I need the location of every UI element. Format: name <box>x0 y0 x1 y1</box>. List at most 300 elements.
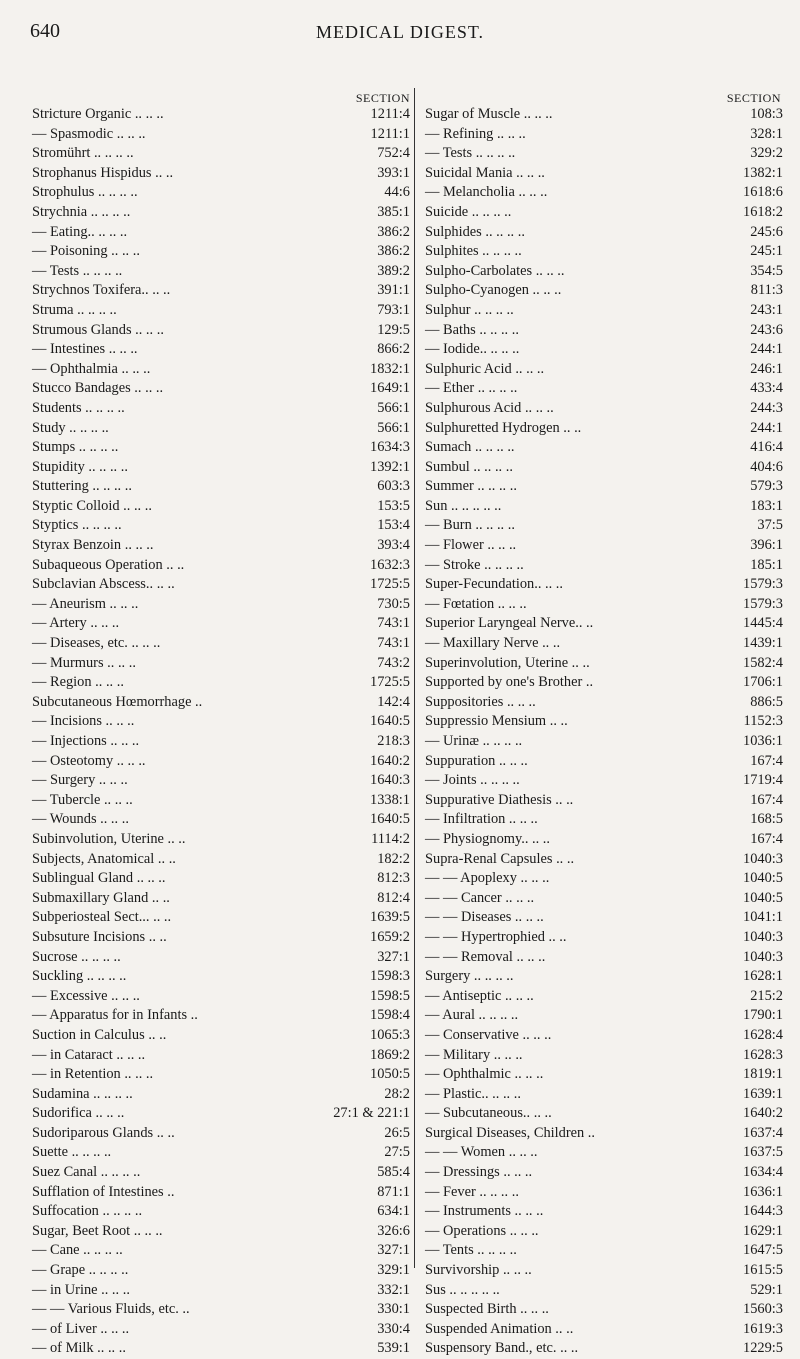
index-term: — Baths .. .. .. .. <box>425 321 519 338</box>
section-reference: 866:2 <box>377 341 410 358</box>
index-entry <box>32 948 410 968</box>
index-term: Suckling .. .. .. .. <box>32 968 127 985</box>
index-term: — Iodide.. .. .. .. <box>425 341 520 358</box>
index-term: — Ether .. .. .. .. <box>425 380 518 397</box>
index-term: — Burn .. .. .. .. <box>425 517 515 534</box>
index-term: — Operations .. .. .. <box>425 1222 539 1239</box>
section-reference: 391:1 <box>377 282 410 299</box>
section-reference: 1229:5 <box>743 1340 783 1357</box>
index-term: — Grape .. .. .. .. <box>32 1262 129 1279</box>
index-term: Suicide .. .. .. .. <box>425 203 512 220</box>
index-entry <box>32 908 410 928</box>
section-reference: 1634:3 <box>370 439 410 456</box>
section-reference: 1382:1 <box>743 164 783 181</box>
section-reference: 1040:3 <box>743 948 783 965</box>
index-entry <box>32 693 410 713</box>
section-reference: 385:1 <box>377 203 410 220</box>
section-reference: 1040:3 <box>743 850 783 867</box>
section-reference: 153:4 <box>377 517 410 534</box>
section-reference: 1640:2 <box>743 1105 783 1122</box>
section-reference: 129:5 <box>377 321 410 338</box>
index-entry <box>425 634 783 654</box>
index-entry <box>32 399 410 419</box>
index-entry <box>425 928 783 948</box>
section-reference: 393:4 <box>377 537 410 554</box>
index-entry <box>425 889 783 909</box>
index-entry <box>32 987 410 1007</box>
index-term: Suicidal Mania .. .. .. <box>425 164 545 181</box>
index-term: — Tubercle .. .. .. <box>32 791 133 808</box>
index-entry <box>32 869 410 889</box>
section-column-heading: SECTION <box>355 91 410 105</box>
section-reference: 579:3 <box>750 478 783 495</box>
index-entry <box>425 1320 783 1340</box>
section-reference: 330:4 <box>377 1320 410 1337</box>
index-entry <box>32 1320 410 1340</box>
index-entry <box>32 1339 410 1359</box>
index-term: — Urinæ .. .. .. .. <box>425 733 523 749</box>
index-term: — Ophthalmia .. .. .. <box>32 360 151 377</box>
index-entry <box>32 791 410 811</box>
index-term: — Cane .. .. .. .. <box>32 1242 123 1259</box>
index-term: Sulphides .. .. .. .. <box>425 223 525 240</box>
index-term: — Excessive .. .. .. <box>32 987 140 1004</box>
index-entry <box>425 281 783 301</box>
section-reference: 245:1 <box>750 243 783 260</box>
index-entry <box>32 810 410 830</box>
index-term: Suette .. .. .. .. <box>32 1144 112 1161</box>
section-reference: 386:2 <box>377 243 410 260</box>
section-reference: 1629:1 <box>743 1222 783 1239</box>
index-term: Sulphuric Acid .. .. .. <box>425 360 545 377</box>
section-reference: 167:4 <box>750 752 783 769</box>
section-reference: 1725:5 <box>370 674 410 691</box>
index-entry <box>32 477 410 497</box>
index-entry <box>425 1339 783 1359</box>
section-reference: 416:4 <box>750 439 783 456</box>
index-entry <box>32 673 410 693</box>
index-entry <box>425 1006 783 1026</box>
index-term: — — Apoplexy .. .. .. <box>425 870 550 887</box>
index-term: — Ophthalmic .. .. .. <box>425 1066 544 1083</box>
index-term: — Refining .. .. .. <box>425 125 526 142</box>
index-term: Sufflation of Intestines .. <box>32 1183 175 1200</box>
index-term: — Flower .. .. .. <box>425 537 517 554</box>
index-entry <box>425 693 783 713</box>
section-reference: 142:4 <box>377 693 410 710</box>
section-reference: 1582:4 <box>743 654 783 671</box>
section-reference: 1640:5 <box>370 713 410 730</box>
section-reference: 389:2 <box>377 262 410 279</box>
section-column-heading: SECTION <box>726 91 781 105</box>
section-reference: 1560:3 <box>743 1301 783 1318</box>
index-term: — Region .. .. .. <box>32 674 124 691</box>
index-entry <box>32 536 410 556</box>
section-reference: 327:1 <box>377 948 410 965</box>
section-reference: 243:1 <box>750 301 783 318</box>
section-reference: 1211:1 <box>370 125 410 142</box>
index-entry <box>425 536 783 556</box>
section-reference: 743:2 <box>377 654 410 671</box>
section-reference: 812:3 <box>377 870 410 887</box>
index-entry <box>425 791 783 811</box>
index-term: Suspended Animation .. .. <box>425 1320 574 1337</box>
section-reference: 28:2 <box>384 1085 410 1102</box>
section-reference: 1644:3 <box>743 1203 783 1220</box>
index-entry <box>32 516 410 536</box>
index-entry <box>32 223 410 243</box>
index-entry <box>425 556 783 576</box>
index-term: Sulpho-Carbolates .. .. .. <box>425 262 565 279</box>
index-entry <box>425 850 783 870</box>
index-term: — Joints .. .. .. .. <box>425 772 520 789</box>
section-reference: 1628:1 <box>743 968 783 985</box>
index-entry <box>32 928 410 948</box>
index-entry <box>425 516 783 536</box>
section-reference: 1040:5 <box>743 870 783 887</box>
section-reference: 330:1 <box>377 1301 410 1318</box>
index-entry <box>32 1065 410 1085</box>
section-reference: 26:5 <box>384 1124 410 1141</box>
index-term: Sudamina .. .. .. .. <box>32 1085 133 1102</box>
section-reference: 27:5 <box>384 1144 410 1161</box>
index-entry <box>425 340 783 360</box>
section-reference: 566:1 <box>377 399 410 416</box>
index-entry <box>32 1183 410 1203</box>
section-reference: 354:5 <box>750 262 783 279</box>
index-term: Sulphurous Acid .. .. .. <box>425 399 554 416</box>
index-entry <box>32 1300 410 1320</box>
section-reference: 1598:5 <box>370 987 410 1004</box>
section-reference: 244:1 <box>750 419 783 436</box>
section-reference: 811:3 <box>750 282 783 299</box>
index-term: Superior Laryngeal Nerve.. .. <box>425 615 594 632</box>
index-term: — Eating.. .. .. .. <box>32 223 128 240</box>
index-term: — Wounds .. .. .. <box>32 811 129 828</box>
index-entry <box>32 1046 410 1066</box>
index-term: Suez Canal .. .. .. .. <box>32 1164 141 1181</box>
index-entry <box>32 125 410 145</box>
index-entry <box>425 1124 783 1144</box>
index-term: Sulphuretted Hydrogen .. .. <box>425 419 582 436</box>
index-entry <box>32 1104 410 1124</box>
section-reference: 393:1 <box>377 164 410 181</box>
section-reference: 329:2 <box>750 145 783 162</box>
index-entry <box>425 654 783 674</box>
index-term: — Murmurs .. .. .. <box>32 654 136 671</box>
index-entry <box>32 203 410 223</box>
index-entry <box>425 1104 783 1124</box>
page-number: 640 <box>30 20 60 42</box>
section-reference: 244:1 <box>750 341 783 358</box>
index-term: — in Retention .. .. .. <box>32 1066 154 1083</box>
index-entry <box>425 1261 783 1281</box>
index-term: Subclavian Abscess.. .. .. <box>32 576 175 593</box>
entries-list <box>425 105 783 1359</box>
index-entry <box>32 712 410 732</box>
index-term: — — Cancer .. .. .. <box>425 889 535 906</box>
index-entry <box>425 242 783 262</box>
section-reference: 215:2 <box>750 987 783 1004</box>
index-entry <box>32 419 410 439</box>
index-entry <box>425 321 783 341</box>
index-term: — Surgery .. .. .. <box>32 772 128 789</box>
index-entry <box>425 1300 783 1320</box>
section-reference: 1041:1 <box>743 909 783 926</box>
section-reference: 743:1 <box>377 635 410 652</box>
section-reference: 404:6 <box>750 458 783 475</box>
section-reference: 386:2 <box>377 223 410 240</box>
section-reference: 1725:5 <box>370 576 410 593</box>
index-term: — Plastic.. .. .. .. <box>425 1085 521 1102</box>
index-term: — of Milk .. .. .. <box>32 1340 126 1357</box>
section-reference: 1598:4 <box>370 1007 410 1024</box>
index-entry <box>32 262 410 282</box>
index-term: Sugar, Beet Root .. .. .. <box>32 1222 163 1239</box>
column-divider <box>414 88 415 1268</box>
index-entry <box>425 105 783 125</box>
section-reference: 1065:3 <box>370 1026 410 1043</box>
index-entry <box>425 497 783 517</box>
section-reference: 1790:1 <box>743 1007 783 1024</box>
index-term: Stromührt .. .. .. .. <box>32 145 134 162</box>
index-entry <box>425 144 783 164</box>
index-term: Strychnia .. .. .. .. <box>32 203 131 220</box>
index-entry <box>425 223 783 243</box>
index-term: — — Removal .. .. .. <box>425 948 546 965</box>
section-reference: 1634:4 <box>743 1164 783 1181</box>
index-term: — — Women .. .. .. <box>425 1144 538 1161</box>
index-entry <box>32 634 410 654</box>
index-term: — Aural .. .. .. .. <box>425 1007 519 1024</box>
section-reference: 871:1 <box>377 1183 410 1200</box>
index-term: Stucco Bandages .. .. .. <box>32 380 164 397</box>
index-term: — Infiltration .. .. .. <box>425 811 538 828</box>
index-term: Stupidity .. .. .. .. <box>32 458 128 475</box>
index-entry <box>425 203 783 223</box>
section-reference: 245:6 <box>750 223 783 240</box>
index-entry <box>32 360 410 380</box>
index-term: Sun .. .. .. .. .. <box>425 497 502 514</box>
section-reference: 539:1 <box>377 1340 410 1357</box>
index-term: Styptic Colloid .. .. .. <box>32 497 152 514</box>
index-entry <box>425 1065 783 1085</box>
section-reference: 182:2 <box>377 850 410 867</box>
index-entry <box>32 144 410 164</box>
index-term: Sugar of Muscle .. .. .. <box>425 106 553 122</box>
index-entry <box>32 1006 410 1026</box>
index-entry <box>425 1163 783 1183</box>
index-term: Supra-Renal Capsules .. .. <box>425 850 575 867</box>
index-entry <box>32 321 410 341</box>
index-term: — Military .. .. .. <box>425 1046 523 1063</box>
section-reference: 396:1 <box>750 537 783 554</box>
section-reference: 793:1 <box>377 301 410 318</box>
index-term: Students .. .. .. .. <box>32 399 125 416</box>
section-reference: 326:6 <box>377 1222 410 1239</box>
index-entry <box>32 105 410 125</box>
index-term: Sumach .. .. .. .. <box>425 439 515 456</box>
index-term: Strumous Glands .. .. .. <box>32 321 164 338</box>
section-reference: 167:4 <box>750 830 783 847</box>
index-term: Sucrose .. .. .. .. <box>32 948 121 965</box>
index-term: Struma .. .. .. .. <box>32 301 117 318</box>
index-term: Superinvolution, Uterine .. .. <box>425 654 590 671</box>
section-reference: 1628:3 <box>743 1046 783 1063</box>
section-reference: 167:4 <box>750 791 783 808</box>
index-entry <box>425 575 783 595</box>
section-reference: 1618:2 <box>743 203 783 220</box>
index-term: — Conservative .. .. .. <box>425 1026 552 1043</box>
section-reference: 153:5 <box>377 497 410 514</box>
section-reference: 1640:2 <box>370 752 410 769</box>
index-term: — Apparatus for in Infants .. <box>32 1007 198 1024</box>
index-term: Stricture Organic .. .. .. <box>32 106 164 122</box>
index-entry <box>425 1202 783 1222</box>
index-term: Subcutaneous Hœmorrhage .. <box>32 693 203 710</box>
section-reference: 1628:4 <box>743 1026 783 1043</box>
section-reference: 328:1 <box>750 125 783 142</box>
section-reference: 1619:3 <box>743 1320 783 1337</box>
section-reference: 185:1 <box>750 556 783 573</box>
index-entry <box>425 1085 783 1105</box>
index-term: Suppositories .. .. .. <box>425 693 536 710</box>
section-reference: 1640:3 <box>370 772 410 789</box>
index-entry <box>32 967 410 987</box>
section-reference: 1445:4 <box>743 615 783 632</box>
index-term: Sulphites .. .. .. .. <box>425 243 522 260</box>
index-entry <box>32 1202 410 1222</box>
section-reference: 1659:2 <box>370 928 410 945</box>
index-term: — Subcutaneous.. .. .. <box>425 1105 552 1122</box>
section-reference: 1439:1 <box>743 635 783 652</box>
index-entry <box>32 575 410 595</box>
section-reference: 1647:5 <box>743 1242 783 1259</box>
index-term: Subaqueous Operation .. .. <box>32 556 185 573</box>
index-term: Sulpho-Cyanogen .. .. .. <box>425 282 562 299</box>
index-term: — — Hypertrophied .. .. <box>425 928 567 945</box>
section-reference: 752:4 <box>377 145 410 162</box>
index-entry <box>425 908 783 928</box>
index-entry <box>32 1222 410 1242</box>
index-entry <box>32 281 410 301</box>
section-reference: 329:1 <box>377 1262 410 1279</box>
index-entry <box>425 125 783 145</box>
index-term: Styptics .. .. .. .. <box>32 517 122 534</box>
index-entry <box>425 1046 783 1066</box>
index-entry <box>425 458 783 478</box>
section-reference: 1637:4 <box>743 1124 783 1141</box>
index-term: — Spasmodic .. .. .. <box>32 125 146 142</box>
index-term: Subinvolution, Uterine .. .. <box>32 830 186 847</box>
index-entry <box>32 301 410 321</box>
index-term: — Osteotomy .. .. .. <box>32 752 146 769</box>
index-term: — Melancholia .. .. .. <box>425 184 548 201</box>
index-entry <box>425 419 783 439</box>
index-entry <box>32 850 410 870</box>
section-reference: 1639:5 <box>370 909 410 926</box>
index-term: Sulphur .. .. .. .. <box>425 301 514 318</box>
index-term: — — Diseases .. .. .. <box>425 909 544 926</box>
section-reference: 168:5 <box>750 811 783 828</box>
index-term: Strophanus Hispidus .. .. <box>32 164 174 181</box>
index-entry <box>425 360 783 380</box>
section-reference: 1706:1 <box>743 674 783 691</box>
index-entry <box>425 830 783 850</box>
index-entry <box>32 771 410 791</box>
index-term: — Fœtation .. .. .. <box>425 595 527 612</box>
index-term: — Artery .. .. .. <box>32 615 120 632</box>
index-term: Sudorifica .. .. .. <box>32 1105 125 1122</box>
section-reference: 183:1 <box>750 497 783 514</box>
index-entry <box>32 889 410 909</box>
index-entry <box>425 262 783 282</box>
section-reference: 1040:5 <box>743 889 783 906</box>
section-reference: 218:3 <box>377 733 410 749</box>
index-term: — Intestines .. .. .. <box>32 341 138 358</box>
index-entry <box>425 1143 783 1163</box>
section-reference: 332:1 <box>377 1281 410 1298</box>
index-term: — in Cataract .. .. .. <box>32 1046 146 1063</box>
index-term: — Poisoning .. .. .. <box>32 243 140 260</box>
entries-list <box>32 105 410 1359</box>
section-reference: 244:3 <box>750 399 783 416</box>
section-reference: 1640:5 <box>370 811 410 828</box>
index-entry <box>32 164 410 184</box>
section-reference: 108:3 <box>750 106 783 122</box>
section-reference: 37:5 <box>757 517 783 534</box>
section-reference: 1869:2 <box>370 1046 410 1063</box>
index-term: — Tents .. .. .. .. <box>425 1242 517 1259</box>
index-term: Sus .. .. .. .. .. <box>425 1281 500 1298</box>
section-reference: 1579:3 <box>743 576 783 593</box>
section-reference: 1618:6 <box>743 184 783 201</box>
index-entry <box>425 595 783 615</box>
index-entry <box>425 183 783 203</box>
section-reference: 1036:1 <box>743 733 783 749</box>
index-term: Suspensory Band., etc. .. .. <box>425 1340 579 1357</box>
index-entry <box>425 379 783 399</box>
section-reference: 1338:1 <box>370 791 410 808</box>
index-term: Surgical Diseases, Children .. <box>425 1124 595 1141</box>
index-entry <box>32 1124 410 1144</box>
section-reference: 1637:5 <box>743 1144 783 1161</box>
index-term: Subsuture Incisions .. .. <box>32 928 167 945</box>
index-entry <box>425 1222 783 1242</box>
index-term: Subperiosteal Sect... .. .. <box>32 909 172 926</box>
section-reference: 327:1 <box>377 1242 410 1259</box>
index-entry <box>32 497 410 517</box>
section-reference: 1579:3 <box>743 595 783 612</box>
index-term: — Physiognomy.. .. .. <box>425 830 550 847</box>
index-entry <box>32 830 410 850</box>
section-reference: 44:6 <box>384 184 410 201</box>
index-term: Study .. .. .. .. <box>32 419 109 436</box>
section-reference: 1636:1 <box>743 1183 783 1200</box>
section-reference: 812:4 <box>377 889 410 906</box>
index-term: — — Various Fluids, etc. .. <box>32 1301 190 1318</box>
index-term: Suppuration .. .. .. <box>425 752 528 769</box>
index-entry <box>425 438 783 458</box>
section-reference: 1392:1 <box>370 458 410 475</box>
index-entry <box>425 1026 783 1046</box>
section-reference: 27:1 & 221:1 <box>333 1105 410 1122</box>
index-entry <box>32 614 410 634</box>
section-reference: 1632:3 <box>370 556 410 573</box>
index-term: Suffocation .. .. .. .. <box>32 1203 143 1220</box>
index-entry <box>425 164 783 184</box>
section-reference: 246:1 <box>750 360 783 377</box>
